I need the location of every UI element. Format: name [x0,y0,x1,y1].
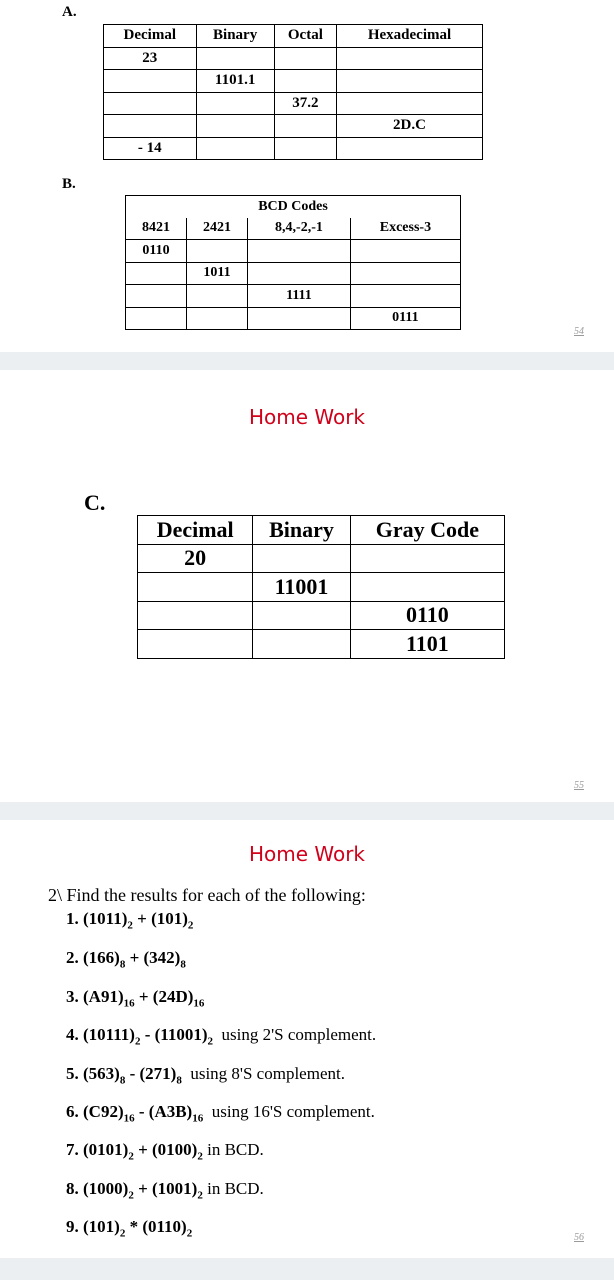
table-cell [248,262,351,285]
operator: - [134,1102,149,1121]
page-title: Home Work [248,405,366,429]
question-number: 1. [66,909,79,928]
table-cell [187,240,248,263]
table-title-row [126,196,461,218]
table-cell [350,262,460,285]
operand-a-base: 2 [134,1035,141,1048]
operand-b-base: 2 [207,1035,214,1048]
table-row [126,262,461,285]
operator: + [134,987,153,1006]
table-cell: 0110 [350,601,504,630]
gray-code-table [137,515,505,659]
table-header-row [104,25,483,48]
table-cell [196,137,274,160]
table-cell: 0110 [126,240,187,263]
header-cell: 8,4,-2,-1 [248,218,351,240]
question-number: 7. [66,1140,79,1159]
table-cell [196,47,274,70]
table-cell: 20 [138,544,253,573]
table-row [138,601,505,630]
question-number: 9. [66,1217,79,1236]
operator: * [125,1217,143,1236]
operand-b-base: 16 [192,1112,204,1125]
operator: - [125,1064,140,1083]
table-cell [337,70,483,93]
table-cell [138,573,253,602]
table-cell [274,137,336,160]
header-cell: Decimal [104,25,197,48]
question-item [66,987,204,1009]
operand-a-base: 2 [128,1150,134,1163]
operand-b: (342) [143,948,181,967]
table-cell: 37.2 [274,92,336,115]
table-cell: 1101 [350,630,504,659]
operator: + [125,948,144,967]
table-cell: 11001 [253,573,350,602]
slide-page-55 [0,370,614,802]
table-header-row [126,218,461,240]
page-number: 55 [574,780,584,791]
table-row [138,544,505,573]
section-label-b: B. [62,176,76,192]
question-suffix: using 2'S complement. [213,1025,377,1044]
question-number: 4. [66,1025,79,1044]
operand-a: (0101) [83,1140,129,1159]
table-cell [138,630,253,659]
operand-b-base: 8 [180,958,186,971]
slide-page-56 [0,820,614,1258]
table-cell [350,285,460,308]
operand-a-base: 16 [123,997,135,1010]
table-cell [126,262,187,285]
table-cell [126,307,187,330]
table-row [138,630,505,659]
operator: - [140,1025,155,1044]
operand-a: (166) [83,948,120,967]
table-cell [274,115,336,138]
table-row [104,92,483,115]
table-row [104,47,483,70]
question-suffix: in BCD. [202,1179,264,1198]
table-cell [248,240,351,263]
table-title: BCD Codes [126,196,461,218]
table-cell [253,544,350,573]
header-cell: Gray Code [350,516,504,545]
question-number: 5. [66,1064,79,1083]
operand-a: (C92) [83,1102,124,1121]
number-conversion-table [103,24,483,160]
table-cell [253,601,350,630]
question-item [66,1102,375,1124]
question-suffix: in BCD. [202,1140,264,1159]
operator: + [133,1179,153,1198]
question-number: 3. [66,987,79,1006]
table-cell [274,70,336,93]
question-item [66,948,186,970]
table-row [126,307,461,330]
exercise-intro: 2\ Find the results for each of the following: [48,885,366,905]
operand-b-base: 16 [193,997,205,1010]
table-cell [138,601,253,630]
question-number: 6. [66,1102,79,1121]
table-cell [337,137,483,160]
table-cell: 1011 [187,262,248,285]
operand-b: (1001) [152,1179,198,1198]
table-cell: - 14 [104,137,197,160]
operand-b: (A3B) [148,1102,193,1121]
operand-b: (24D) [152,987,194,1006]
table-cell [350,240,460,263]
table-cell [104,115,197,138]
question-number: 2. [66,948,79,967]
table-row [138,573,505,602]
table-cell [187,307,248,330]
question-item [66,1179,264,1201]
page-number: 54 [574,326,584,337]
question-suffix: using 8'S complement. [181,1064,345,1083]
table-row [104,137,483,160]
bcd-codes-table [125,195,461,330]
question-item [66,1025,376,1047]
header-cell: Decimal [138,516,253,545]
table-cell [187,285,248,308]
operand-a-base: 2 [119,1227,126,1240]
page-number: 56 [574,1232,584,1243]
operand-b-base: 2 [187,919,194,932]
operand-a-base: 8 [119,958,126,971]
operand-b-base: 8 [176,1074,182,1087]
header-cell: Octal [274,25,336,48]
operand-a: (563) [83,1064,120,1083]
operand-b: (0110) [142,1217,187,1236]
table-cell: 2D.C [337,115,483,138]
operator: + [132,909,152,928]
question-item [66,909,193,931]
header-cell: Binary [196,25,274,48]
operand-a: (1011) [83,909,128,928]
operand-b-base: 2 [197,1189,203,1202]
table-cell [350,573,504,602]
operand-a-base: 2 [127,919,133,932]
question-item [66,1217,192,1239]
table-cell [337,92,483,115]
table-row [104,70,483,93]
table-cell [196,92,274,115]
table-cell [104,70,197,93]
question-item [66,1140,264,1162]
table-cell [253,630,350,659]
table-cell [274,47,336,70]
section-label-a: A. [62,4,77,20]
operand-a-base: 8 [119,1074,126,1087]
table-row [126,285,461,308]
table-cell [104,92,197,115]
operator: + [133,1140,153,1159]
operand-a: (A91) [83,987,124,1006]
table-cell [196,115,274,138]
question-suffix: using 16'S complement. [203,1102,375,1121]
header-cell: Hexadecimal [337,25,483,48]
operand-b: (101) [151,909,188,928]
operand-b: (271) [139,1064,177,1083]
section-label-c: C. [84,490,106,515]
header-cell: 2421 [187,218,248,240]
operand-b: (11001) [154,1025,208,1044]
operand-b-base: 2 [197,1150,203,1163]
header-cell: 8421 [126,218,187,240]
operand-a: (10111) [83,1025,135,1044]
table-cell [350,544,504,573]
table-row [104,115,483,138]
question-number: 8. [66,1179,79,1198]
table-cell [248,307,351,330]
operand-b-base: 2 [186,1227,193,1240]
operand-a-base: 16 [123,1112,135,1125]
table-header-row [138,516,505,545]
table-cell [337,47,483,70]
table-row [126,240,461,263]
operand-a-base: 2 [128,1189,134,1202]
header-cell: Excess-3 [350,218,460,240]
table-cell: 1101.1 [196,70,274,93]
table-cell: 0111 [350,307,460,330]
operand-a: (1000) [83,1179,129,1198]
table-cell: 1111 [248,285,351,308]
operand-b: (0100) [152,1140,198,1159]
table-cell [126,285,187,308]
operand-a: (101) [83,1217,120,1236]
header-cell: Binary [253,516,350,545]
question-item [66,1064,345,1086]
slide-page-54 [0,0,614,352]
table-cell: 23 [104,47,197,70]
page-title: Home Work [248,842,366,866]
